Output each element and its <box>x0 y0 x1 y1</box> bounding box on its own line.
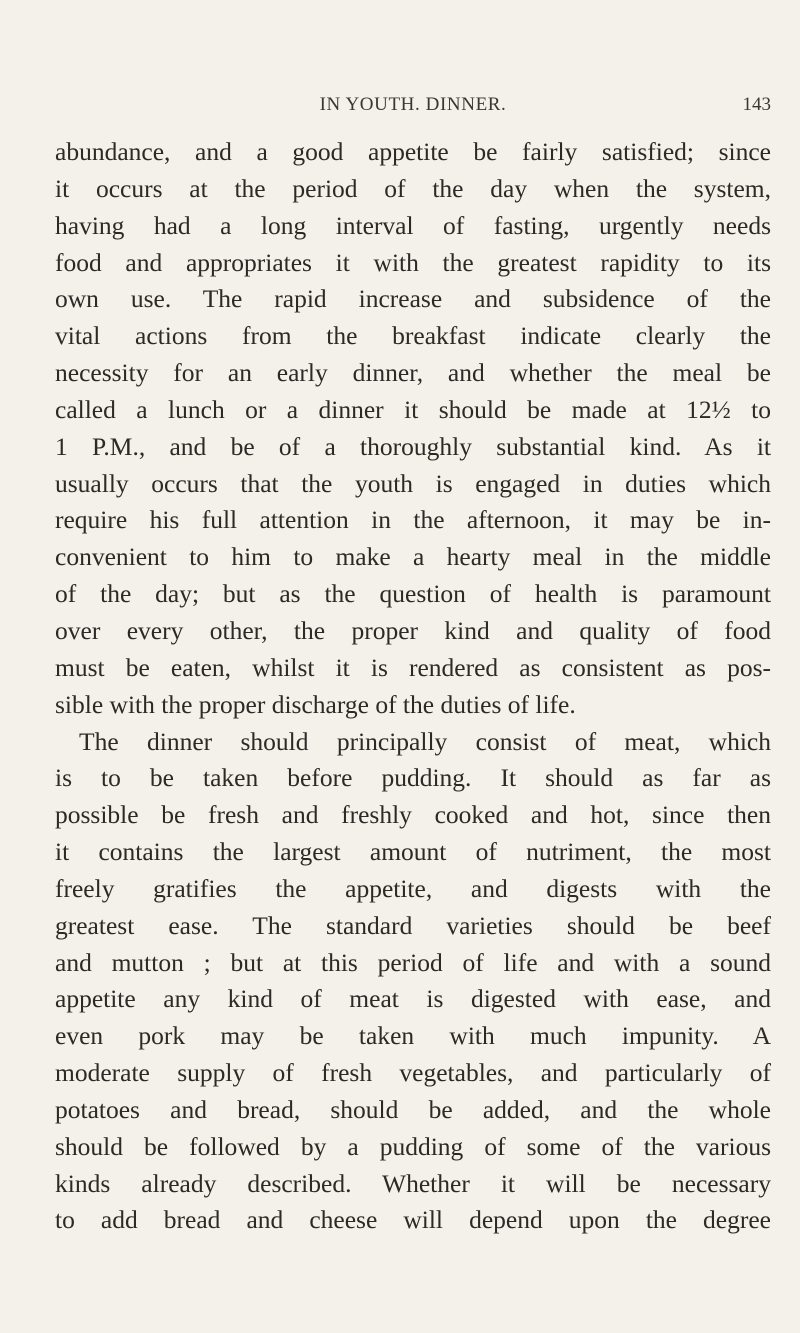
text-line: should be followed by a pudding of some of the various <box>55 1131 771 1161</box>
text-line: called a lunch or a dinner it should be made at 12½ to <box>55 394 771 424</box>
text-line: usually occurs that the youth is engaged in duties which <box>55 468 771 498</box>
text-line: greatest ease. The standard varieties should be beef <box>55 910 771 940</box>
text-line: potatoes and bread, should be added, and the whole <box>55 1094 771 1124</box>
running-head <box>55 94 771 124</box>
text-line: necessity for an early dinner, and whether the meal be <box>55 358 771 388</box>
text-line: vital actions from the breakfast indicate clearly the <box>55 321 771 351</box>
text-line: over every other, the proper kind and quality of food <box>55 615 771 645</box>
text-line: must be eaten, whilst it is rendered as consistent as pos- <box>55 652 771 682</box>
text-line: food and appropriates it with the greatest rapidity to its <box>55 247 771 277</box>
text-line: to add bread and cheese will depend upon the degree <box>55 1205 771 1235</box>
text-line: sible with the proper discharge of the duties of life. <box>55 689 576 719</box>
body-text <box>55 134 771 1239</box>
text-line: it contains the largest amount of nutriment, the most <box>55 837 771 867</box>
text-line: 1 P.M., and be of a thoroughly substantial kind. As it <box>55 431 771 461</box>
text-line: own use. The rapid increase and subsidence of the <box>55 284 771 314</box>
running-title: IN YOUTH. DINNER. <box>319 94 507 115</box>
text-line: and mutton ; but at this period of life and with a sound <box>55 947 771 977</box>
text-line: kinds already described. Whether it will be necessary <box>55 1168 771 1198</box>
text-line: appetite any kind of meat is digested with ease, and <box>55 984 771 1014</box>
text-line: it occurs at the period of the day when the system, <box>55 173 771 203</box>
text-line: is to be taken before pudding. It should as far as <box>55 763 771 793</box>
text-line: convenient to him to make a hearty meal in the middle <box>55 542 771 572</box>
text-line: of the day; but as the question of health is paramount <box>55 579 771 609</box>
text-line: possible be fresh and freshly cooked and hot, since then <box>55 800 771 830</box>
text-line: The dinner should principally consist of meat, which <box>79 726 771 756</box>
text-line: abundance, and a good appetite be fairly satisfied; since <box>55 137 771 166</box>
text-line: even pork may be taken with much impunity. A <box>55 1021 771 1051</box>
text-line: require his full attention in the afternoon, it may be in- <box>55 505 771 535</box>
text-line: moderate supply of fresh vegetables, and particularly of <box>55 1058 771 1088</box>
page-number: 143 <box>742 94 771 115</box>
text-line: freely gratifies the appetite, and digests with the <box>55 873 771 903</box>
text-line: having had a long interval of fasting, urgently needs <box>55 210 771 240</box>
